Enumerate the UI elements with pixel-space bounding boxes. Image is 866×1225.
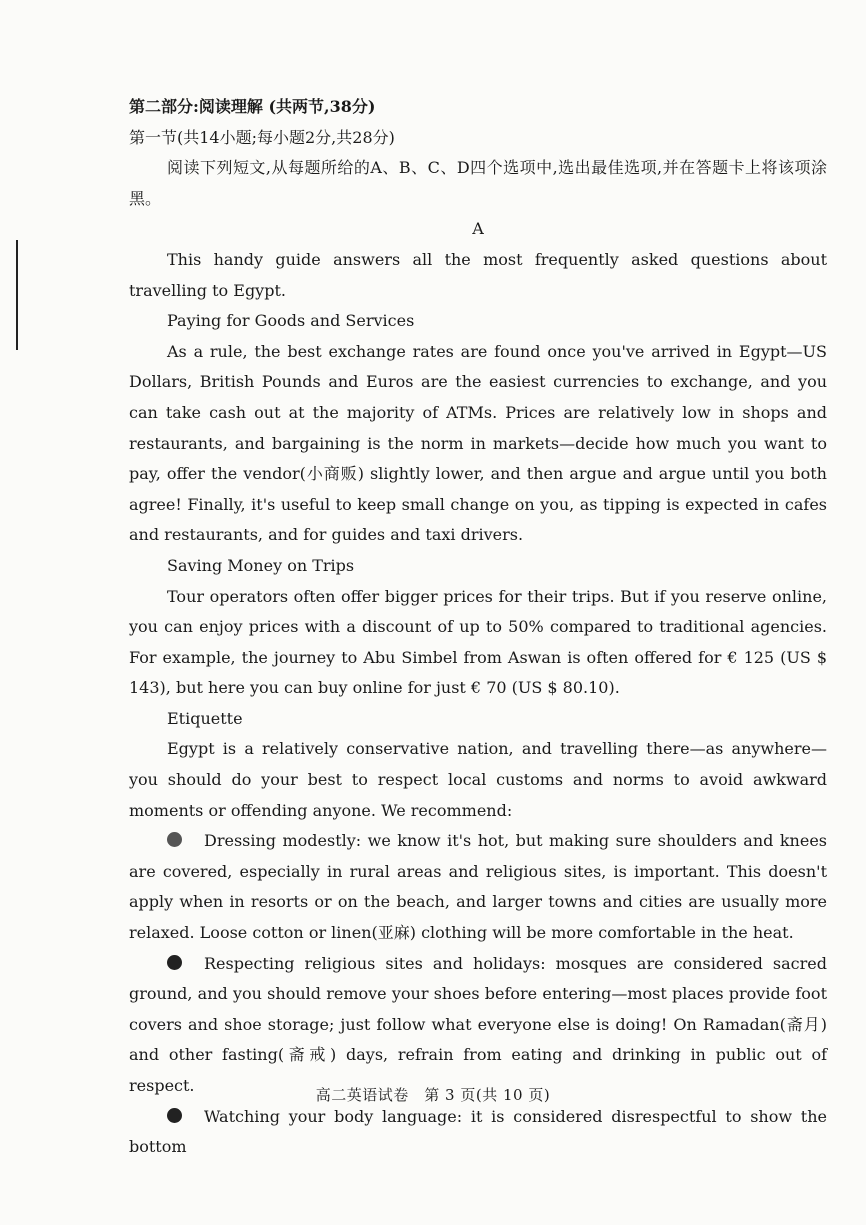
page-footer: 高二英语试卷 第 3 页(共 10 页): [315, 1086, 551, 1104]
bullet-item: [129, 949, 827, 1102]
bullet-text: Watching your body language: it is considered disrespectful to show the bottom: [129, 1106, 827, 1157]
bullet-item: [129, 1102, 827, 1163]
bullet-icon: [167, 955, 182, 970]
instructions: 阅读下列短文,从每题所给的A、B、C、D四个选项中,选出最佳选项,并在答题卡上将该项涂黑。: [129, 158, 827, 208]
paragraph-saving: Tour operators often offer bigger prices for their trips. But if you reserve online, you can enjoy prices with a discount of up to 50% compared to traditional agencies. For example, the journey to Abu Simbel from Aswan is often offered for € 125 (US $ 143), but here you can buy online for just € 70 (US $ 80.10).: [129, 586, 827, 698]
heading-saving: Saving Money on Trips: [167, 555, 355, 575]
bullet-item: [129, 826, 827, 948]
part-title: 第二部分:阅读理解 (共两节,38分): [129, 97, 376, 116]
heading-etiquette: Etiquette: [167, 708, 243, 728]
subsection-title: 第一节(共14小题;每小题2分,共28分): [129, 127, 395, 147]
passage-label: A: [472, 219, 484, 239]
paragraph-paying: As a rule, the best exchange rates are found once you've arrived in Egypt—US Dollars, British Pounds and Euros are the easiest currencies to exchange, and you can take cash out at the majority of ATMs. Prices are relatively low in shops and restaurants, and bargaining is the norm in markets—decide how much you want to pay, offer the vendor(小商贩) slightly lower, and then argue and argue until you both agree! Finally, it's useful to keep small change on you, as tipping is expected in cafes and restaurants, and for guides and taxi drivers.: [129, 341, 827, 545]
reading-section: [129, 92, 827, 1163]
bullet-text: Dressing modestly: we know it's hot, but making sure shoulders and knees are covered, especially in rural areas and religious sites, is important. This doesn't apply when in resorts or on the beach, and larger towns and cities are usually more relaxed. Loose cotton or linen(亚麻) clothing will be more comfortable in the heat.: [129, 831, 827, 943]
bullet-text: Respecting religious sites and holidays: mosques are considered sacred ground, and you should remove your shoes before entering—most places provide foot covers and shoe storage; just follow what everyone else is doing! On Ramadan(斋月) and other fasting(斋戒) days, refrain from eating and drinking in public out of respect.: [129, 953, 827, 1095]
passage-intro: This handy guide answers all the most frequently asked questions about travelling to Egypt.: [129, 249, 827, 300]
margin-mark: [16, 240, 18, 350]
bullet-icon: [167, 832, 182, 847]
paragraph-etiquette: Egypt is a relatively conservative nation, and travelling there—as anywhere—you should do your best to respect local customs and norms to avoid awkward moments or offending anyone. We recommend:: [129, 739, 827, 820]
bullet-icon: [167, 1108, 182, 1123]
heading-paying: Paying for Goods and Services: [167, 311, 415, 331]
